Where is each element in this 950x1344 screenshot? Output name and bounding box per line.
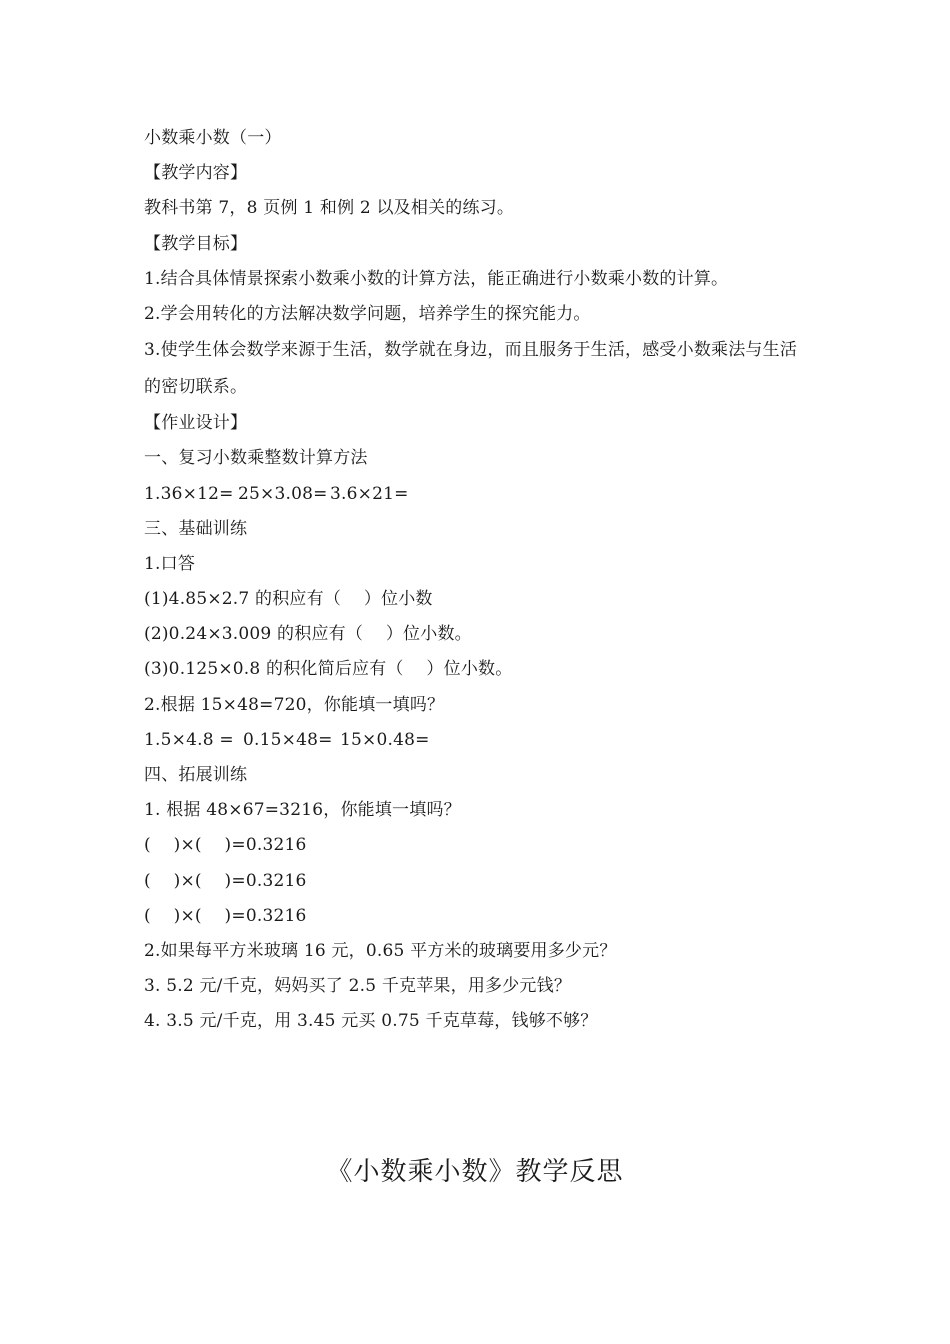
teaching-content-text: 教科书第 7，8 页例 1 和例 2 以及相关的练习。 bbox=[144, 198, 515, 219]
blank-equation: ( )×( )=0.3216 bbox=[144, 905, 307, 926]
goal-item-2: 2.学会用转化的方法解决数学问题，培养学生的探究能力。 bbox=[144, 303, 591, 324]
goal-item-3: 3.使学生体会数学来源于生活，数学就在身边，而且服务于生活，感受小数乘法与生活的密切联系。 bbox=[144, 340, 798, 398]
exercise-item: 0.15×48= bbox=[243, 729, 333, 750]
blank-equation: ( )×( )=0.3216 bbox=[144, 835, 307, 856]
blank-equation: ( )×( )=0.3216 bbox=[144, 870, 307, 891]
exercise-item: 15×0.48= bbox=[340, 729, 430, 750]
section-teaching-content: 【教学内容】 bbox=[144, 163, 248, 184]
extension-training-heading: 四、拓展训练 bbox=[144, 765, 248, 785]
goal-item-1: 1.结合具体情景探索小数乘小数的计算方法，能正确进行小数乘小数的计算。 bbox=[144, 268, 729, 289]
lesson-heading: 小数乘小数（一） bbox=[144, 128, 282, 148]
basic-training-heading: 三、基础训练 bbox=[144, 518, 248, 539]
exercise-item: 3.6×21= bbox=[330, 483, 409, 504]
extension-question-1: 1. 根据 48×67=3216，你能填一填吗？ bbox=[144, 800, 461, 821]
fill-in-exercises bbox=[144, 723, 824, 758]
reflection-title: 《小数乘小数》教学反思 bbox=[326, 1157, 624, 1187]
review-exercises bbox=[144, 477, 824, 512]
extension-question-3: 3. 5.2 元/千克，妈妈买了 2.5 千克苹果，用多少元钱？ bbox=[144, 976, 572, 997]
oral-question-2: (2)0.24×3.009 的积应有（ ）位小数。 bbox=[144, 624, 472, 645]
section-teaching-goals: 【教学目标】 bbox=[144, 233, 248, 254]
review-heading: 一、复习小数乘整数计算方法 bbox=[144, 448, 368, 469]
section-homework-design: 【作业设计】 bbox=[144, 413, 248, 434]
exercise-item: 25×3.08= bbox=[238, 483, 328, 504]
oral-answer-heading: 1.口答 bbox=[144, 553, 196, 574]
oral-question-1: (1)4.85×2.7 的积应有（ ）位小数 bbox=[144, 589, 433, 610]
fill-in-question: 2.根据 15×48=720，你能填一填吗？ bbox=[144, 694, 445, 715]
extension-question-4: 4. 3.5 元/千克，用 3.45 元买 0.75 千克草莓，钱够不够？ bbox=[144, 1011, 598, 1032]
lesson-content bbox=[144, 121, 824, 1040]
extension-question-2: 2.如果每平方米玻璃 16 元，0.65 平方米的玻璃要用多少元？ bbox=[144, 940, 617, 961]
exercise-item: 1.36×12= bbox=[144, 483, 234, 504]
exercise-item: 1.5×4.8 = bbox=[144, 729, 234, 750]
oral-question-3: (3)0.125×0.8 的积化简后应有（ ）位小数。 bbox=[144, 659, 513, 680]
